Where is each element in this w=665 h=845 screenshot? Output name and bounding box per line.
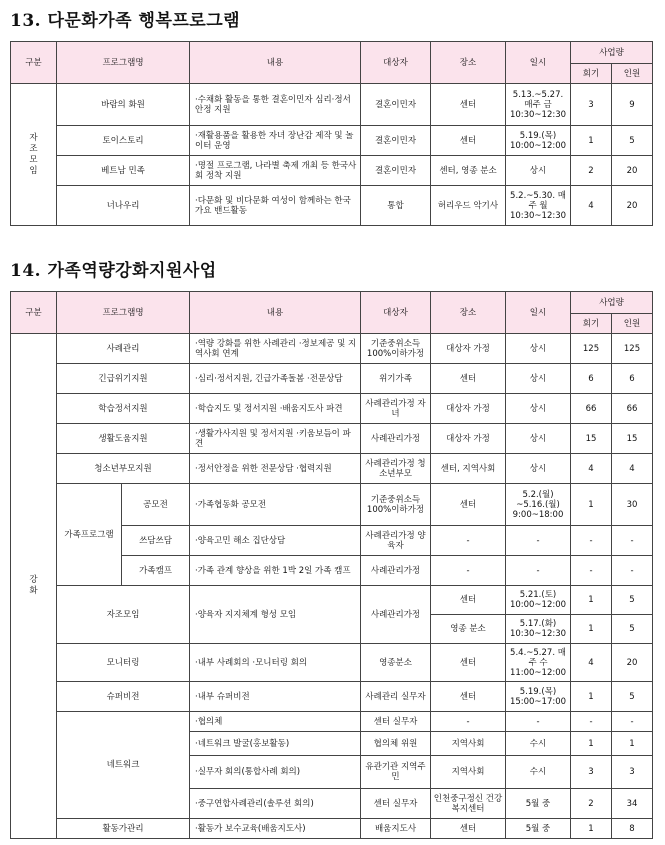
date-cell: 5월 중 [506,789,571,819]
content-cell: ·양육자 지지체계 형성 모임 [190,586,361,644]
place-cell: 대상자 가정 [431,424,506,454]
content-cell: ·정서안정을 위한 전문상담 ·협력지원 [190,454,361,484]
place-cell: 지역사회 [431,756,506,789]
header-place: 장소 [431,42,506,84]
group-cell [11,334,57,839]
persons-cell: 20 [612,156,653,186]
target-cell: 협의체 위원 [361,732,431,756]
table-row [11,819,653,839]
table-row [11,364,653,394]
place-cell: 인천중구정신 건강복지센터 [431,789,506,819]
place-cell: 센터 [431,364,506,394]
content-cell: ·학습지도 및 정서지원 ·배움지도사 파견 [190,394,361,424]
program-cell: 긴급위기지원 [57,364,190,394]
date-cell: 상시 [506,156,571,186]
persons-cell: - [612,712,653,732]
date-cell: 5.4.~5.27. 매주 수 11:00~12:00 [506,644,571,682]
place-cell: 센터 [431,84,506,126]
table-row [11,484,653,526]
content-cell: ·양육고민 해소 집단상담 [190,526,361,556]
target-cell: 위기가족 [361,364,431,394]
table-row [11,334,653,364]
date-cell: 수시 [506,732,571,756]
persons-cell: 8 [612,819,653,839]
header-content: 내용 [190,292,361,334]
sessions-cell: 4 [571,186,612,226]
content-cell: ·생활가사지원 및 정서지원 ·키움보듬이 파견 [190,424,361,454]
table-row [11,424,653,454]
persons-cell: 15 [612,424,653,454]
section-13-title: 13. 다문화가족 행복프로그램 [10,11,241,31]
sessions-cell: 3 [571,84,612,126]
persons-cell: 125 [612,334,653,364]
place-cell: 대상자 가정 [431,394,506,424]
persons-cell: 30 [612,484,653,526]
program-cell: 쓰담쓰담 [122,526,190,556]
header-volume: 사업량 [571,292,653,314]
persons-cell: 5 [612,126,653,156]
header-category: 구분 [11,42,57,84]
content-cell: ·수채화 활동을 통한 결혼이민자 심리·정서 안정 지원 [190,84,361,126]
content-cell: ·중구연합사례관리(솔루션 회의) [190,789,361,819]
sessions-cell: 15 [571,424,612,454]
content-cell: ·네트워크 발굴(홍보활동) [190,732,361,756]
target-cell: 사례관리가정 청소년부모 [361,454,431,484]
date-cell: 5.2.~5.30. 매주 월 10:30~12:30 [506,186,571,226]
target-cell: 사례관리가정 자녀 [361,394,431,424]
table-row [11,454,653,484]
content-cell: ·재활용품을 활용한 자녀 장난감 제작 및 놀이터 운영 [190,126,361,156]
sessions-cell: 1 [571,615,612,644]
program-cell: 청소년부모지원 [57,454,190,484]
sessions-cell: 1 [571,819,612,839]
target-cell: 결혼이민자 [361,84,431,126]
persons-cell: 3 [612,756,653,789]
target-cell: 센터 실무자 [361,789,431,819]
table-row [11,156,653,186]
program-cell: 너나우리 [57,186,190,226]
place-cell: 센터 [431,682,506,712]
table-row [11,186,653,226]
date-cell: 상시 [506,454,571,484]
content-cell: ·가족 관계 향상을 위한 1박 2일 가족 캠프 [190,556,361,586]
header-category: 구분 [11,292,57,334]
persons-cell: 34 [612,789,653,819]
header-sessions: 회기 [571,64,612,84]
header-place: 장소 [431,292,506,334]
header-persons: 인원 [612,314,653,334]
persons-cell: 5 [612,682,653,712]
target-cell: 기준중위소득 100%이하가정 [361,484,431,526]
persons-cell: - [612,526,653,556]
place-cell: 대상자 가정 [431,334,506,364]
sessions-cell: 6 [571,364,612,394]
sessions-cell: 2 [571,789,612,819]
header-sessions: 회기 [571,314,612,334]
table-row [11,126,653,156]
program-cell: 생활도움지원 [57,424,190,454]
header-target: 대상자 [361,292,431,334]
table-row [11,712,653,732]
program-cell: 사례관리 [57,334,190,364]
place-cell: 센터 [431,126,506,156]
table-row [11,586,653,615]
program-cell: 활동가관리 [57,819,190,839]
target-cell: 센터 실무자 [361,712,431,732]
place-cell: 센터 [431,484,506,526]
header-program: 프로그램명 [57,292,190,334]
persons-cell: 5 [612,586,653,615]
place-cell: 센터, 영종 분소 [431,156,506,186]
place-cell: 센터 [431,644,506,682]
date-cell: 5월 중 [506,819,571,839]
program-cell: 학습정서지원 [57,394,190,424]
target-cell: 통합 [361,186,431,226]
family-program-group-cell: 가족프로그램 [57,484,122,586]
content-cell: ·심리·정서지원, 긴급가족돌봄 ·전문상담 [190,364,361,394]
content-cell: ·가족협동화 공모전 [190,484,361,526]
date-cell: 5.19.(목) 10:00~12:00 [506,126,571,156]
program-cell: 공모전 [122,484,190,526]
date-cell: 5.17.(화) 10:30~12:30 [506,615,571,644]
persons-cell: 66 [612,394,653,424]
date-cell: - [506,526,571,556]
persons-cell: 4 [612,454,653,484]
program-cell: 자조모임 [57,586,190,644]
place-cell: 허리우드 악기사 [431,186,506,226]
section-14-title: 14. 가족역량강화지원사업 [10,261,217,281]
program-cell: 네트워크 [57,712,190,819]
target-cell: 영종분소 [361,644,431,682]
date-cell: 5.13.~5.27. 매주 금 10:30~12:30 [506,84,571,126]
target-cell: 사례관리가정 양육자 [361,526,431,556]
persons-cell: 20 [612,644,653,682]
date-cell: - [506,712,571,732]
persons-cell: 1 [612,732,653,756]
content-cell: ·역량 강화를 위한 사례관리 ·정보제공 및 지역사회 연계 [190,334,361,364]
program-cell: 토이스토리 [57,126,190,156]
persons-cell: - [612,556,653,586]
place-cell: 센터 [431,819,506,839]
group-cell [11,84,57,226]
sessions-cell: 1 [571,732,612,756]
target-cell: 배움지도사 [361,819,431,839]
date-cell: 상시 [506,334,571,364]
multicultural-family-program-table [10,41,653,226]
persons-cell: 20 [612,186,653,226]
header-content: 내용 [190,42,361,84]
content-cell: ·실무자 회의(통합사례 회의) [190,756,361,789]
date-cell: 상시 [506,364,571,394]
content-cell: ·활동가 보수교육(배움지도사) [190,819,361,839]
date-cell: 수시 [506,756,571,789]
sessions-cell: 3 [571,756,612,789]
sessions-cell: - [571,556,612,586]
target-cell: 유관기관 지역주민 [361,756,431,789]
program-cell: 가족캠프 [122,556,190,586]
content-cell: ·내부 슈퍼비전 [190,682,361,712]
table-row [11,84,653,126]
persons-cell: 9 [612,84,653,126]
date-cell: 5.19.(목) 15:00~17:00 [506,682,571,712]
date-cell: 5.2.(월) ~5.16.(월) 9:00~18:00 [506,484,571,526]
table-row [11,682,653,712]
sessions-cell: 1 [571,586,612,615]
target-cell: 결혼이민자 [361,126,431,156]
header-program: 프로그램명 [57,42,190,84]
persons-cell: 5 [612,615,653,644]
date-cell: - [506,556,571,586]
program-cell: 모니터링 [57,644,190,682]
program-cell: 바람의 화원 [57,84,190,126]
target-cell: 사례관리가정 [361,556,431,586]
sessions-cell: 125 [571,334,612,364]
header-volume: 사업량 [571,42,653,64]
header-date: 일시 [506,292,571,334]
table-row [11,394,653,424]
header-target: 대상자 [361,42,431,84]
persons-cell: 6 [612,364,653,394]
program-cell: 슈퍼비전 [57,682,190,712]
sessions-cell: - [571,712,612,732]
content-cell: ·협의체 [190,712,361,732]
header-date: 일시 [506,42,571,84]
target-cell: 사례관리 실무자 [361,682,431,712]
date-cell: 5.21.(토) 10:00~12:00 [506,586,571,615]
sessions-cell: 2 [571,156,612,186]
place-cell: - [431,526,506,556]
content-cell: ·명절 프로그램, 나라별 축제 개최 등 한국사회 정착 지원 [190,156,361,186]
place-cell: 지역사회 [431,732,506,756]
sessions-cell: 4 [571,454,612,484]
place-cell: - [431,556,506,586]
target-cell: 사례관리가정 [361,586,431,644]
sessions-cell: 1 [571,484,612,526]
sessions-cell: 1 [571,682,612,712]
place-cell: - [431,712,506,732]
group-label: 자조모임 [29,132,38,176]
target-cell: 결혼이민자 [361,156,431,186]
place-cell: 영종 분소 [431,615,506,644]
header-persons: 인원 [612,64,653,84]
date-cell: 상시 [506,394,571,424]
place-cell: 센터, 지역사회 [431,454,506,484]
group-label: 강화 [29,575,38,596]
program-cell: 베트남 민족 [57,156,190,186]
content-cell: ·다문화 및 비다문화 여성이 함께하는 한국가요 밴드활동 [190,186,361,226]
sessions-cell: - [571,526,612,556]
sessions-cell: 66 [571,394,612,424]
target-cell: 기준중위소득 100%이하가정 [361,334,431,364]
content-cell: ·내부 사례회의 ·모니터링 회의 [190,644,361,682]
sessions-cell: 1 [571,126,612,156]
date-cell: 상시 [506,424,571,454]
place-cell: 센터 [431,586,506,615]
family-capacity-program-table [10,291,653,839]
table-row [11,644,653,682]
sessions-cell: 4 [571,644,612,682]
target-cell: 사례관리가정 [361,424,431,454]
